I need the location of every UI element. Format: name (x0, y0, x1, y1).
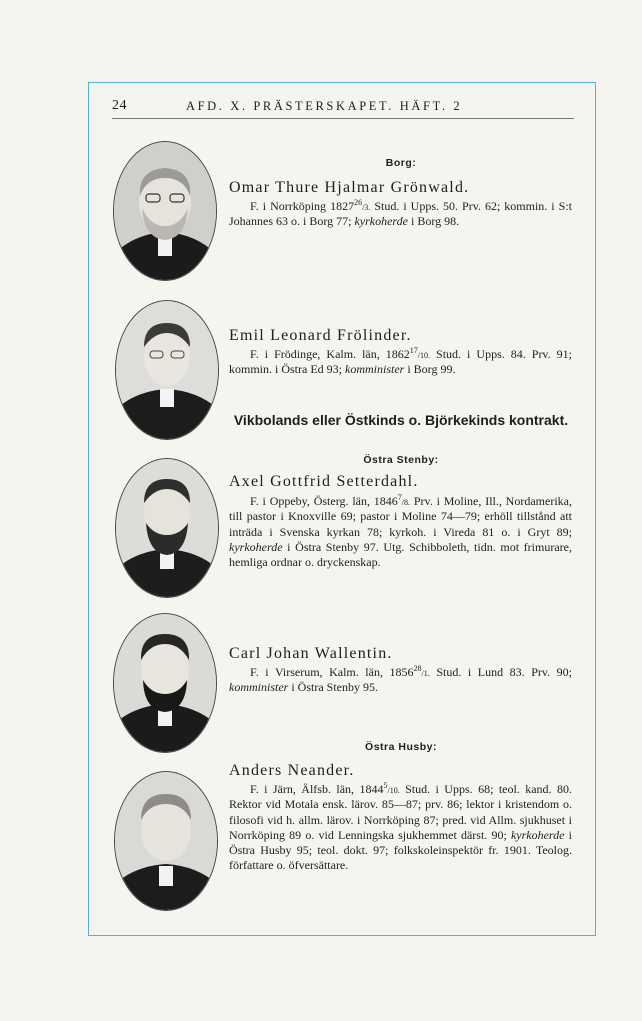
entry-name: Axel Gottfrid Setterdahl. (229, 473, 419, 490)
portrait-gronwald (113, 141, 217, 281)
portrait-setterdahl (115, 458, 219, 598)
entry-bio: F. i Virserum, Kalm. län, 1856$^{28}$/1. Stud. i Lund 83. Prv. 90; komminister i Östra Stenby 95. (229, 664, 572, 695)
entry-name: Omar Thure Hjalmar Grönwald. (229, 179, 470, 196)
entry-bio: F. i Frödinge, Kalm. län, 1862$^{17}$/10. Stud. i Upps. 84. Prv. 91; kommin. i Östra Ed 93; komminister i Borg 99. (229, 346, 573, 377)
running-head: AFD. X. PRÄSTERSKAPET. HÄFT. 2 (186, 99, 463, 113)
page-number: 24 (112, 98, 127, 113)
entry-bio: F. i Norrköping 1827$^{26}$/3. Stud. i Upps. 50. Prv. 62; kommin. i S:t Johannes 63 o. i Borg 77; kyrkoherde i Borg 98. (229, 198, 572, 229)
entry-name: Carl Johan Wallentin. (229, 645, 393, 662)
entry-bio: F. i Oppeby, Österg. län, 1846$^7$/8. Prv. i Moline, Ill., Nordamerika, till pastor i Knoxville 69; pastor i Moline 74—79; erhöll tillstånd att inträda i Svenska kyrkan 78; kyrkoh. i Vireda 81 o. i Gryt 89; kyrkoherde i Östra Stenby 97. Utg. Schibboleth, tidn. mot frimurare, hemliga ordnar o. dryckenskap. (229, 493, 572, 570)
portrait-frolinder (115, 300, 219, 440)
portrait-neander (114, 771, 218, 911)
parish-heading-ostra-stenby: Östra Stenby: (363, 454, 439, 466)
parish-heading-ostra-husby: Östra Husby: (365, 741, 437, 753)
entry-name: Emil Leonard Frölinder. (229, 327, 412, 344)
portrait-wallentin (113, 613, 217, 753)
header-rule (112, 118, 574, 119)
entry-name: Anders Neander. (229, 762, 355, 779)
entry-bio: F. i Järn, Älfsb. län, 1844$^5$/10. Stud. i Upps. 68; teol. kand. 80. Rektor vid Motala ensk. lärov. 85—87; prv. 86; lektor i kristendom o. filosofi vid h. allm. lärov. i Norrköping 87; pred. vid Allm. sjukhuset i Norrköping 89 o. vid Lenningska sjukhemmet därst. 90; kyrkoherde i Östra Husby 95; teol. dokt. 97; folkskoleinspektör fr. 1901. Teolog. författare o. öfversättare. (229, 781, 572, 873)
parish-heading-borg: Borg: (385, 157, 417, 169)
contract-heading: Vikbolands eller Östkinds o. Björkekinds kontrakt. (233, 412, 569, 428)
